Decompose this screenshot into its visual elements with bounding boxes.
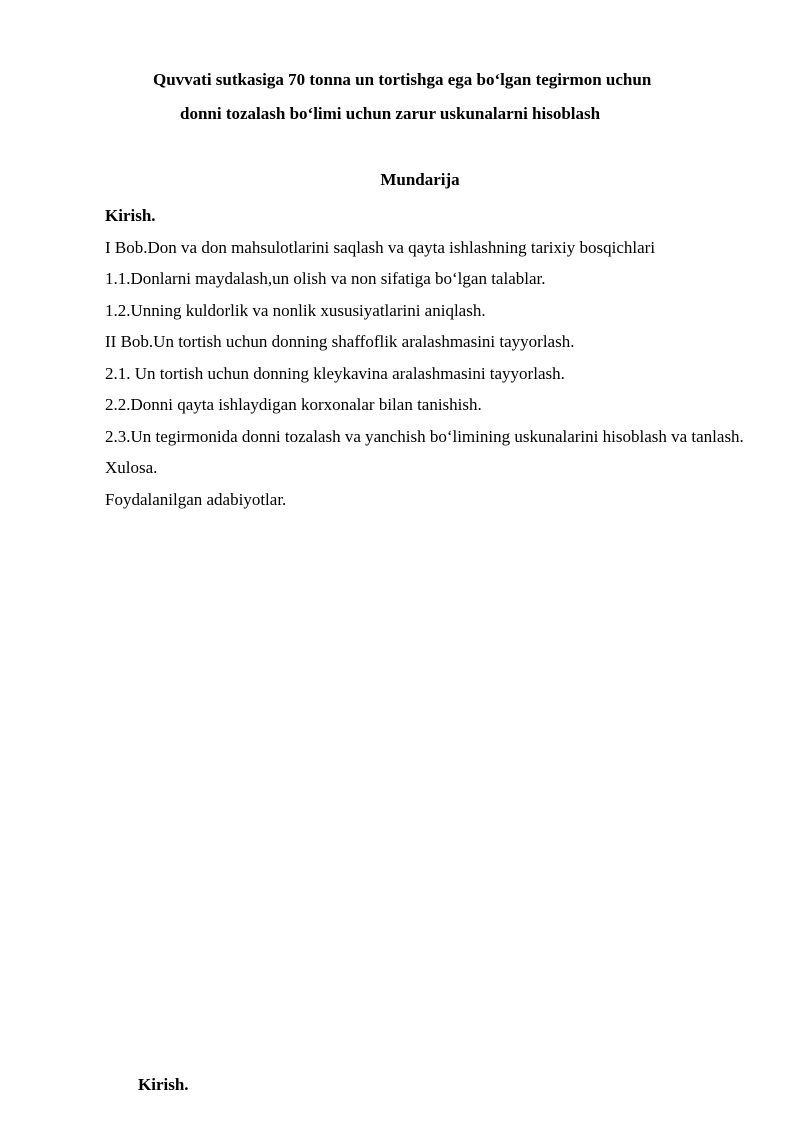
toc-item-introduction: Kirish.: [105, 206, 156, 225]
toc-item-conclusion: Xulosa.: [105, 458, 158, 477]
toc-item-references: Foydalanilgan adabiyotlar.: [105, 489, 287, 509]
toc-item-chapter-1: I Bob.Don va don mahsulotlarini saqlash va qayta ishlashning tarixiy bosqichlari: [105, 237, 656, 257]
toc-heading: Mundarija: [380, 170, 460, 189]
toc-item-section-1-2: 1.2.Unning kuldorlik va nonlik xususiyatlarini aniqlash.: [105, 300, 486, 320]
toc-item-section-2-2: 2.2.Donni qayta ishlaydigan korxonalar bilan tanishish.: [105, 395, 482, 414]
document-title-line-2: donni tozalash bo‘limi uchun zarur uskunalarni hisoblash: [180, 104, 601, 123]
toc-item-section-2-1: 2.1. Un tortish uchun donning kleykavina aralashmasini tayyorlash.: [105, 363, 565, 383]
document-title-line-1: Quvvati sutkasiga 70 tonna un tortishga ega bo‘lgan tegirmon uchun: [153, 70, 652, 89]
toc-item-chapter-2: II Bob.Un tortish uchun donning shaffoflik aralashmasini tayyorlash.: [105, 332, 575, 351]
section-heading-introduction: Kirish.: [138, 1075, 189, 1094]
toc-item-section-2-3: 2.3.Un tegirmonida donni tozalash va yanchish bo‘limining uskunalarini hisoblash va tanlash.: [105, 426, 744, 446]
table-of-contents: [105, 200, 765, 515]
toc-item-section-1-1: 1.1.Donlarni maydalash,un olish va non sifatiga bo‘lgan talablar.: [105, 269, 546, 288]
